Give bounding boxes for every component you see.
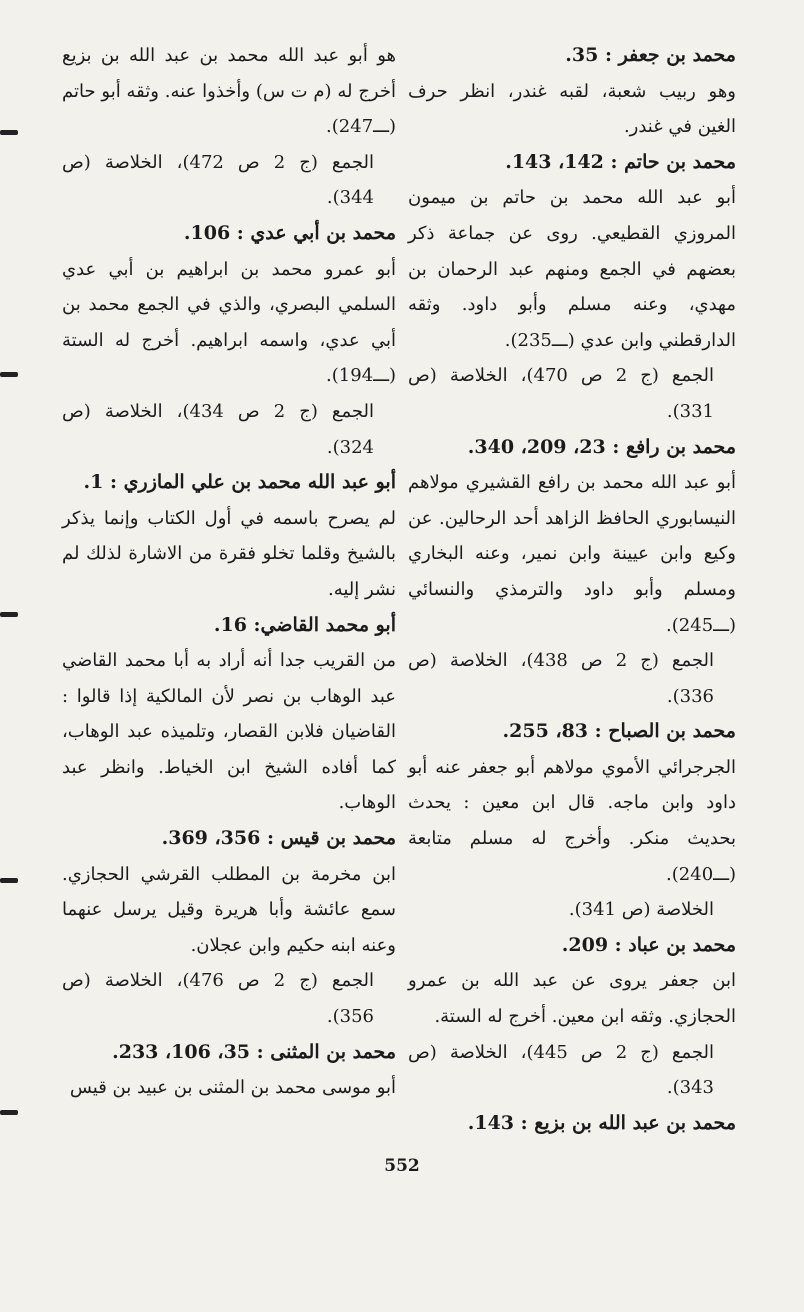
reference-line: الجمع (ج 2 ص 434)، الخلاصة (ص 324). <box>62 400 374 458</box>
binding-mark <box>0 372 18 377</box>
entry-text: الجرجرائي الأموي مولاهم أبو جعفر عنه أبو داود وابن ماجه. قال ابن معين : يحدث بحديث منكر. وأخرج له مسلم متابعة (ـــ240). <box>408 756 736 885</box>
reference-line: الجمع (ج 2 ص 438)، الخلاصة (ص 336). <box>408 650 714 707</box>
entry-heading: محمد بن الصباح : 83، 255. <box>502 720 736 743</box>
binding-mark <box>0 878 18 883</box>
entry-heading: محمد بن حاتم : 142، 143. <box>505 150 736 173</box>
entry-heading: محمد بن أبي عدي : 106. <box>183 221 396 244</box>
entry-text: لم يصرح باسمه في أول الكتاب وإنما يذكر بالشيخ وقلما تخلو فقرة من الاشارة لذلك لم نشر إليه. <box>62 507 396 600</box>
entry-text: ابن مخرمة بن المطلب القرشي الحجازي. سمع عائشة وأبا هريرة وقيل يرسل عنهما وعنه ابنه حكيم وابن عجلان. <box>62 863 396 956</box>
entry-heading: محمد بن جعفر : 35. <box>565 44 736 66</box>
entry-heading: أبو محمد القاضي: 16. <box>213 613 396 636</box>
entry-heading: أبو عبد الله محمد بن علي المازري : 1. <box>83 471 396 494</box>
right-text-column <box>408 38 736 1141</box>
reference-line: الجمع (ج 2 ص 470)، الخلاصة (ص 331). <box>408 365 714 422</box>
page-number: 552 <box>384 1156 420 1176</box>
left-text-column <box>62 38 396 1106</box>
reference-line: الجمع (ج 2 ص 472)، الخلاصة (ص 344). <box>62 151 374 209</box>
entry-heading: محمد بن قيس : 356، 369. <box>161 827 396 850</box>
binding-mark <box>0 130 18 135</box>
reference-line: الجمع (ج 2 ص 476)، الخلاصة (ص 356). <box>62 970 374 1028</box>
entry-heading: محمد بن المثنى : 35، 106، 233. <box>112 1040 396 1063</box>
entry-heading: محمد بن عباد : 209. <box>561 933 736 956</box>
entry-text: أبو موسى محمد بن المثنى بن عبيد بن قيس <box>69 1077 396 1099</box>
entry-text: أبو عبد الله محمد بن رافع القشيري مولاهم النيسابوري الحافظ الزاهد أحد الرحالين. عن وكيع وابن عيينة وابن نمير، وعنه البخاري ومسلم وأبو داود والترمذي والنسائي (ـــ245). <box>408 472 736 636</box>
entry-heading: محمد بن رافع : 23، 209، 340. <box>467 435 736 458</box>
entry-text: ابن جعفر يروى عن عبد الله بن عمرو الحجازي. وثقه ابن معين. أخرج له الستة. <box>408 970 736 1028</box>
entry-text: هو أبو عبد الله محمد بن عبد الله بن بزيع أخرج له (م ت س) وأخذوا عنه. وثقه أبو حاتم (ـــ247). <box>62 45 396 138</box>
entry-heading: محمد بن عبد الله بن بزيع : 143. <box>467 1111 736 1134</box>
entry-text: أبو عمرو محمد بن ابراهيم بن أبي عدي السلمي البصري، والذي في الجمع محمد بن أبي عدي، واسمه ابراهيم. أخرج له الستة (ـــ194). <box>62 258 396 387</box>
binding-mark <box>0 1110 18 1115</box>
entry-text: أبو عبد الله محمد بن حاتم بن ميمون المروزي القطيعي. روى عن جماعة ذكر بعضهم في الجمع ومنهم عبد الرحمان بن مهدي، وعنه مسلم وأبو داود. وثقه الدارقطني وابن عدي (ـــ235). <box>408 187 736 351</box>
reference-line: الجمع (ج 2 ص 445)، الخلاصة (ص 343). <box>408 1041 714 1099</box>
entry-text: وهو ربيب شعبة، لقبه غندر، انظر حرف الغين في غندر. <box>408 80 736 138</box>
entry-text: من القريب جدا أنه أراد به أبا محمد القاضي عبد الوهاب بن نصر لأن المالكية إذا قالوا : القاضيان فلابن القصار، وتلميذه عبد الوهاب، كما أفاده الشيخ ابن الخياط. وانظر عبد الوهاب. <box>62 650 396 814</box>
binding-mark <box>0 612 18 617</box>
reference-line: الخلاصة (ص 341). <box>568 899 714 921</box>
